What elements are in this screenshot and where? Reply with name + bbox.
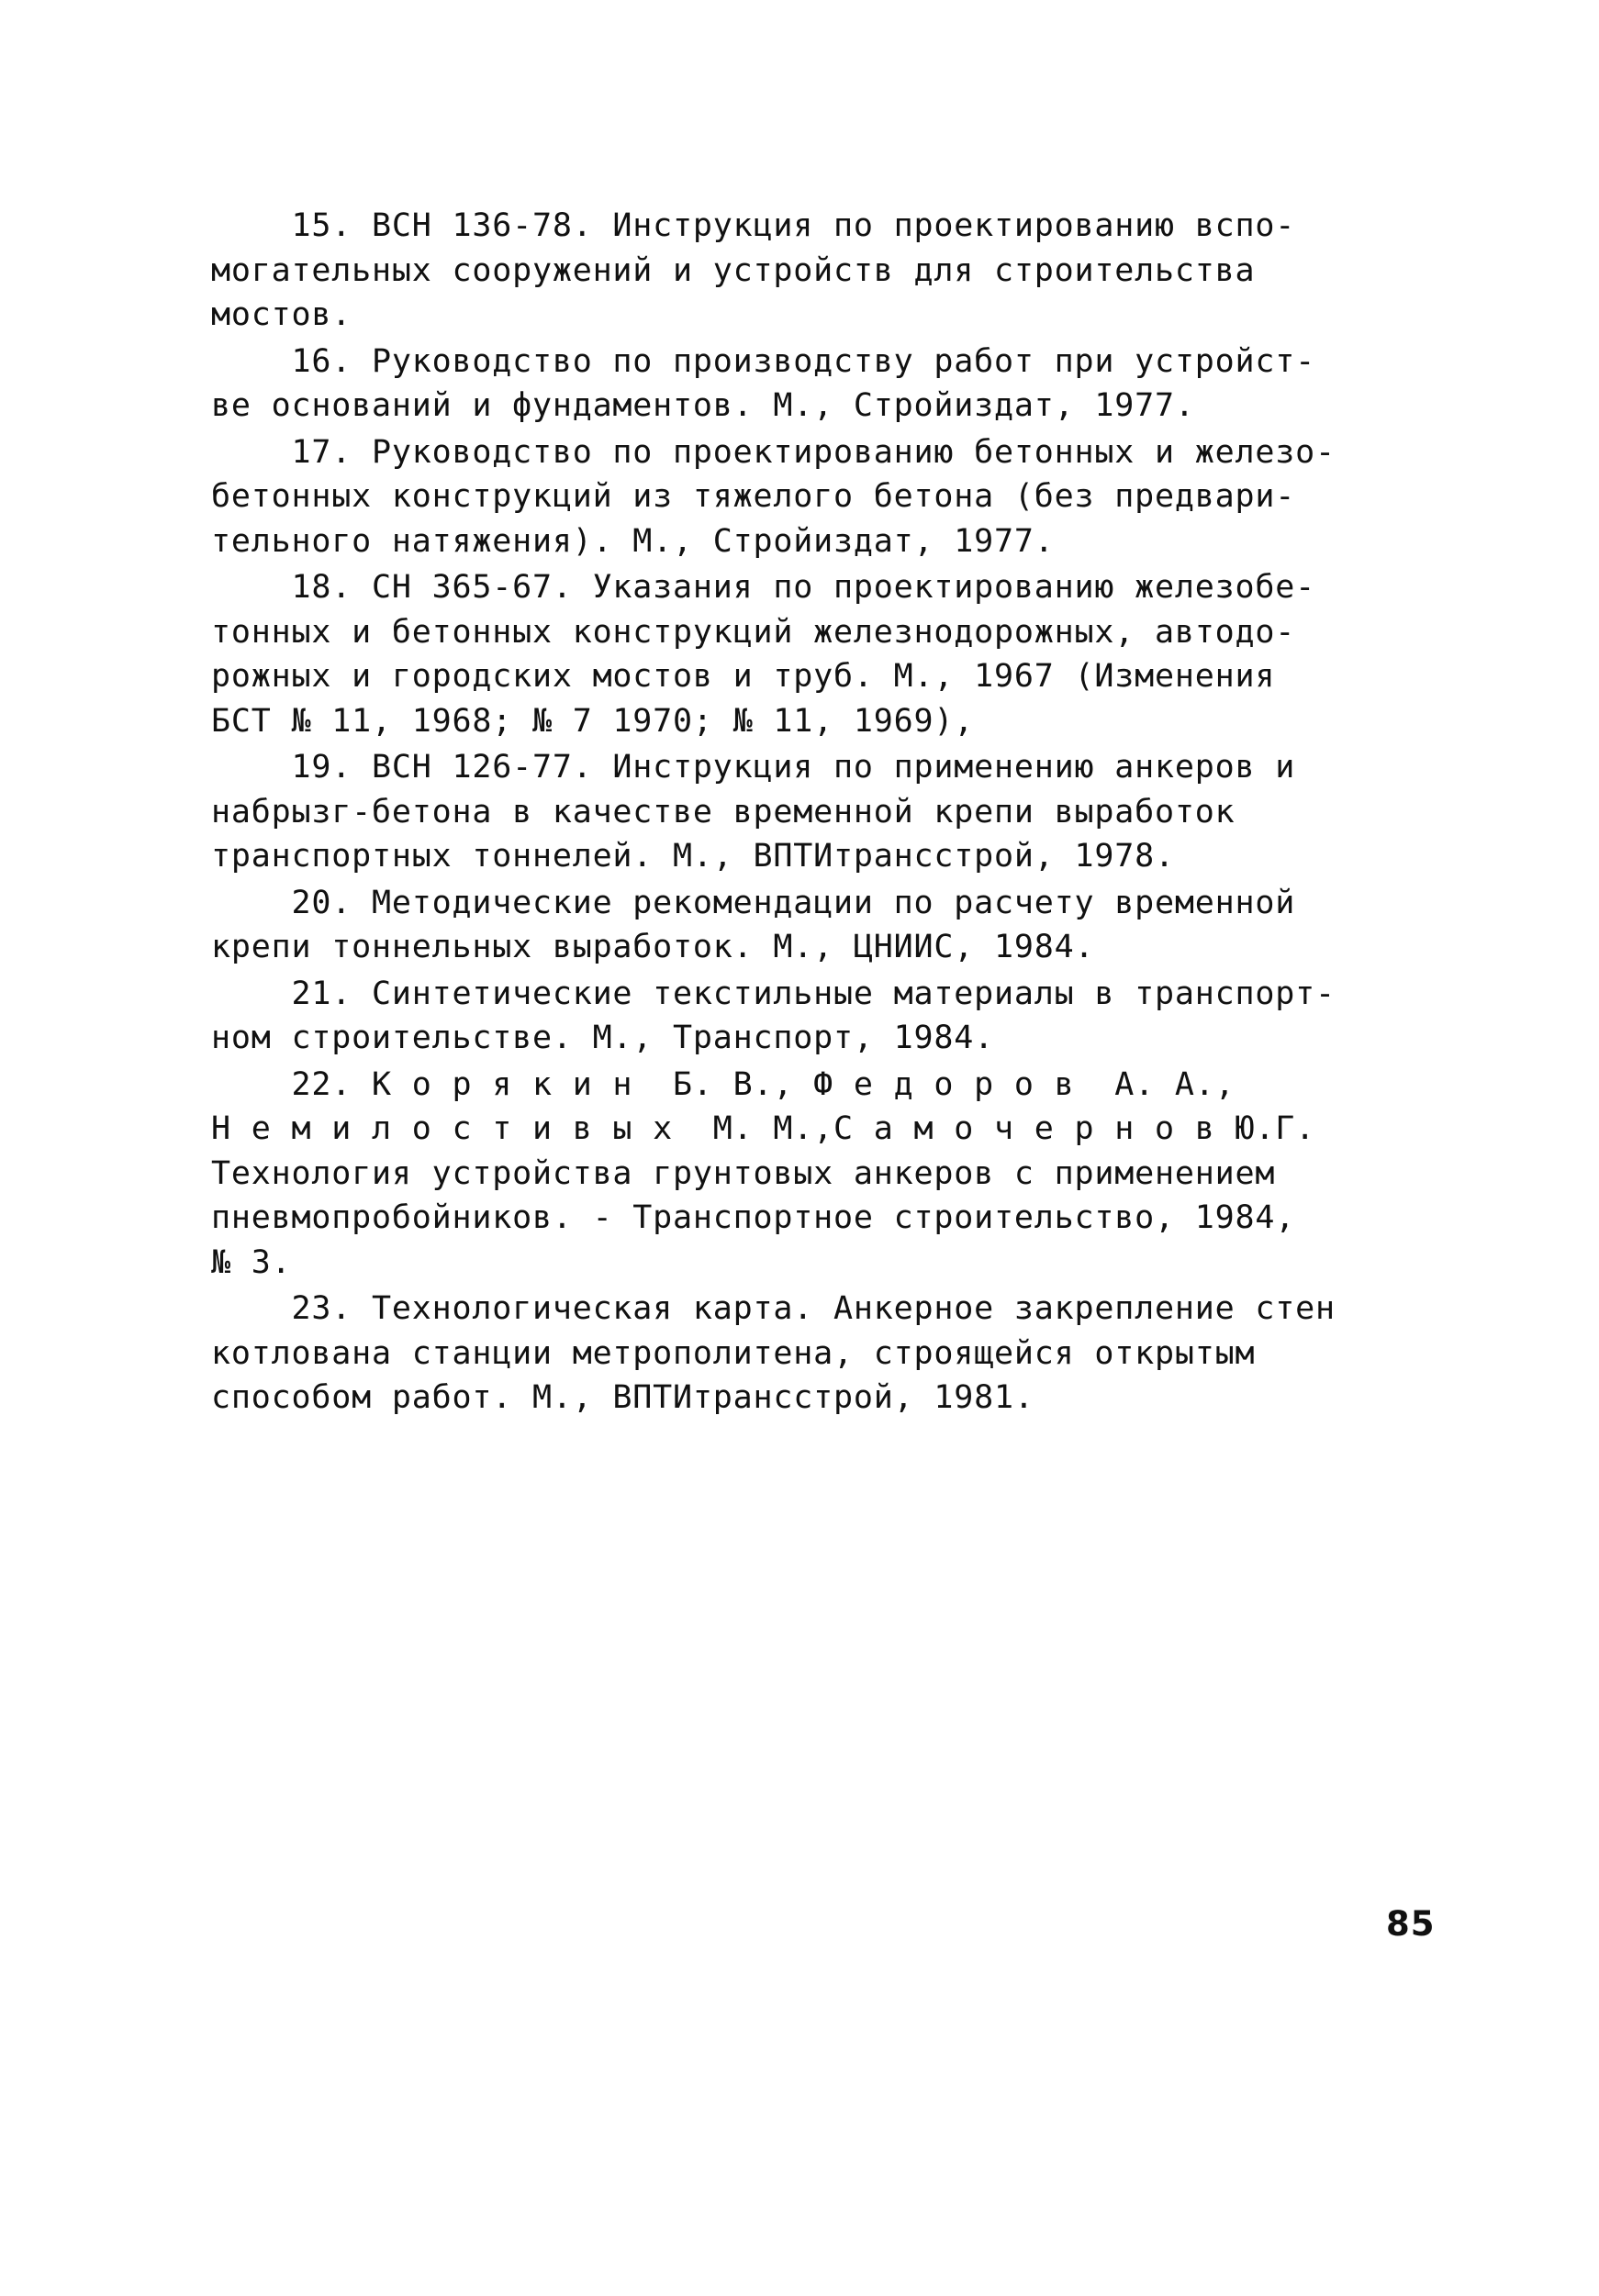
reference-line: бетонных конструкций из тяжелого бетона (без предвари- <box>211 478 1296 515</box>
reference-line: тельного натяжения). М., Стройиздат, 1977. <box>211 522 1055 560</box>
reference-item-23 <box>211 1287 1459 1421</box>
reference-item-18 <box>211 565 1459 743</box>
reference-line: могательных сооружений и устройств для строительства <box>211 251 1256 289</box>
reference-line: способом работ. М., ВПТИтрансстрой, 1981. <box>211 1379 1034 1416</box>
reference-line: 23. Технологическая карта. Анкерное закрепление стен <box>211 1290 1336 1327</box>
reference-line: 16. Руководство по производству работ при устройст- <box>211 342 1315 380</box>
reference-line: Технология устройства грунтовых анкеров с применением <box>211 1154 1276 1192</box>
reference-item-22 <box>211 1063 1459 1286</box>
reference-line: рожных и городских мостов и труб. М., 1967 (Изменения <box>211 658 1276 695</box>
reference-line: 19. ВСН 126-77. Инструкция по применению анкеров и <box>211 749 1296 786</box>
reference-item-20 <box>211 881 1459 970</box>
reference-line: котлована станции метрополитена, строящейся открытым <box>211 1334 1256 1372</box>
reference-line: 20. Методические рекомендации по расчету временной <box>211 884 1296 921</box>
reference-line: 15. ВСН 136-78. Инструкция по проектированию вспо- <box>211 207 1296 244</box>
reference-line: ном строительстве. М., Транспорт, 1984. <box>211 1020 994 1056</box>
reference-item-21 <box>211 972 1459 1061</box>
reference-line: 22. К о р я к и н Б. В., Ф е д о р о в А. А., <box>211 1065 1236 1103</box>
reference-list <box>211 204 1459 1422</box>
reference-line: транспортных тоннелей. М., ВПТИтрансстрой, 1978. <box>211 838 1175 875</box>
reference-line: № 3. <box>211 1243 292 1281</box>
reference-item-19 <box>211 745 1459 879</box>
reference-line: Н е м и л о с т и в ы х М. М.,С а м о ч е р н о в Ю.Г. <box>211 1110 1315 1147</box>
reference-line: пневмопробойников. - Транспортное строительство, 1984, <box>211 1199 1296 1236</box>
reference-item-17 <box>211 430 1459 564</box>
reference-line: БСТ № 11, 1968; № 7 1970; № 11, 1969), <box>211 702 975 740</box>
reference-item-15 <box>211 204 1459 338</box>
reference-line: ве оснований и фундаментов. М., Стройиздат, 1977. <box>211 387 1195 424</box>
page-number: 85 <box>1386 1904 1436 1944</box>
reference-line: мостов. <box>211 296 352 333</box>
reference-line: набрызг-бетона в качестве временной крепи выработок <box>211 793 1236 830</box>
reference-line: 21. Синтетические текстильные материалы в транспорт- <box>211 975 1336 1012</box>
reference-line: 17. Руководство по проектированию бетонных и железо- <box>211 433 1336 471</box>
reference-line: тонных и бетонных конструкций железнодорожных, автодо- <box>211 613 1296 651</box>
reference-item-16 <box>211 340 1459 429</box>
reference-line: крепи тоннельных выработок. М., ЦНИИС, 1984. <box>211 929 1095 965</box>
reference-line: 18. СН 365-67. Указания по проектированию железобе- <box>211 569 1315 606</box>
